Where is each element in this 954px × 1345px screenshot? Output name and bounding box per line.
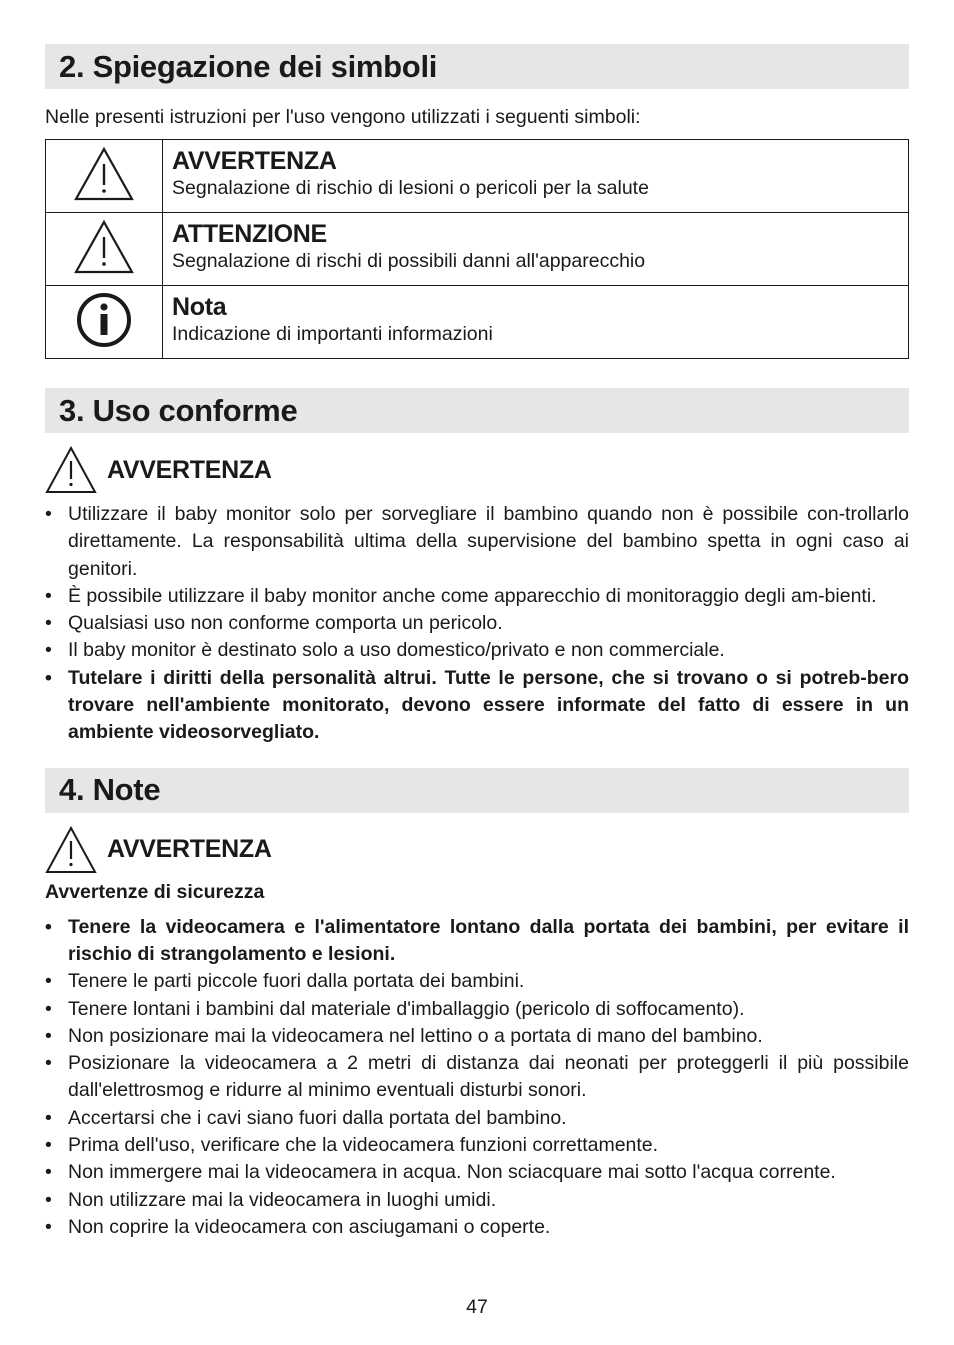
- list-item: • Utilizzare il baby monitor solo per sorvegliare il bambino quando non è possibile con-trollarlo direttamente. La responsabilità ultima della supervisione del bambino spetta in ogni caso ai genitori.: [45, 501, 909, 583]
- symbol-title: ATTENZIONE: [172, 220, 327, 248]
- list-item: • Tenere le parti piccole fuori dalla portata dei bambini.: [45, 968, 909, 995]
- list-item: • Tenere lontani i bambini dal materiale d'imballaggio (pericolo di soffocamento).: [45, 996, 909, 1023]
- warning-header: [45, 444, 909, 496]
- section-heading-intended-use: 3. Uso conforme: [45, 388, 909, 433]
- symbols-table: [45, 139, 909, 359]
- warning-triangle-icon: [73, 219, 135, 275]
- safety-notes-list: [45, 914, 909, 1242]
- symbols-intro: Nelle presenti istruzioni per l'uso vengono utilizzati i seguenti simboli:: [45, 106, 641, 128]
- section-heading-notes: 4. Note: [45, 768, 909, 813]
- warning-triangle-icon: [45, 446, 97, 494]
- info-circle-icon: [75, 291, 133, 349]
- symbol-row-warning: [46, 140, 909, 213]
- warning-label: AVVERTENZA: [107, 455, 272, 484]
- list-item: • È possibile utilizzare il baby monitor anche come apparecchio di monitoraggio degli am-bienti.: [45, 583, 909, 610]
- list-item: • Tenere la videocamera e l'alimentatore lontano dalla portata dei bambini, per evitare il rischio di strangolamento e lesioni.: [45, 914, 909, 969]
- list-item: • Non immergere mai la videocamera in acqua. Non sciacquare mai sotto l'acqua corrente.: [45, 1159, 909, 1186]
- page-number: 47: [466, 1296, 488, 1318]
- list-item: • Qualsiasi uso non conforme comporta un pericolo.: [45, 610, 909, 637]
- symbol-title: AVVERTENZA: [172, 147, 337, 175]
- list-item: • Prima dell'uso, verificare che la videocamera funzioni correttamente.: [45, 1132, 909, 1159]
- manual-page: [45, 44, 909, 1241]
- list-item: • Tutelare i diritti della personalità altrui. Tutte le persone, che si trovano o si potreb-bero trovare nell'ambiente monitorato, devono essere informate del fatto di essere in un ambiente videosorvegliato.: [45, 665, 909, 747]
- symbol-description: Segnalazione di rischi di possibili danni all'apparecchio: [172, 250, 646, 272]
- warning-label: AVVERTENZA: [107, 835, 272, 864]
- warning-header: [45, 824, 909, 876]
- symbol-row-note: [46, 286, 909, 359]
- symbol-description: Indicazione di importanti informazioni: [172, 323, 493, 345]
- section-heading-symbols: 2. Spiegazione dei simboli: [45, 44, 909, 89]
- safety-subheading: Avvertenze di sicurezza: [45, 880, 265, 903]
- list-item: • Posizionare la videocamera a 2 metri di distanza dai neonati per proteggerli il più possibile dall'elettrosmog e ridurre al minimo eventuali disturbi sonori.: [45, 1050, 909, 1105]
- list-item: • Il baby monitor è destinato solo a uso domestico/privato e non commerciale.: [45, 637, 909, 664]
- intended-use-list: [45, 501, 909, 747]
- list-item: • Non posizionare mai la videocamera nel lettino o a portata di mano del bambino.: [45, 1023, 909, 1050]
- list-item: • Non coprire la videocamera con asciugamani o coperte.: [45, 1214, 909, 1241]
- symbol-description: Segnalazione di rischio di lesioni o pericoli per la salute: [172, 177, 649, 199]
- symbol-row-attention: [46, 213, 909, 286]
- list-item: • Non utilizzare mai la videocamera in luoghi umidi.: [45, 1187, 909, 1214]
- warning-triangle-icon: [45, 826, 97, 874]
- symbol-title: Nota: [172, 293, 227, 321]
- list-item: • Accertarsi che i cavi siano fuori dalla portata del bambino.: [45, 1105, 909, 1132]
- warning-triangle-icon: [73, 146, 135, 202]
